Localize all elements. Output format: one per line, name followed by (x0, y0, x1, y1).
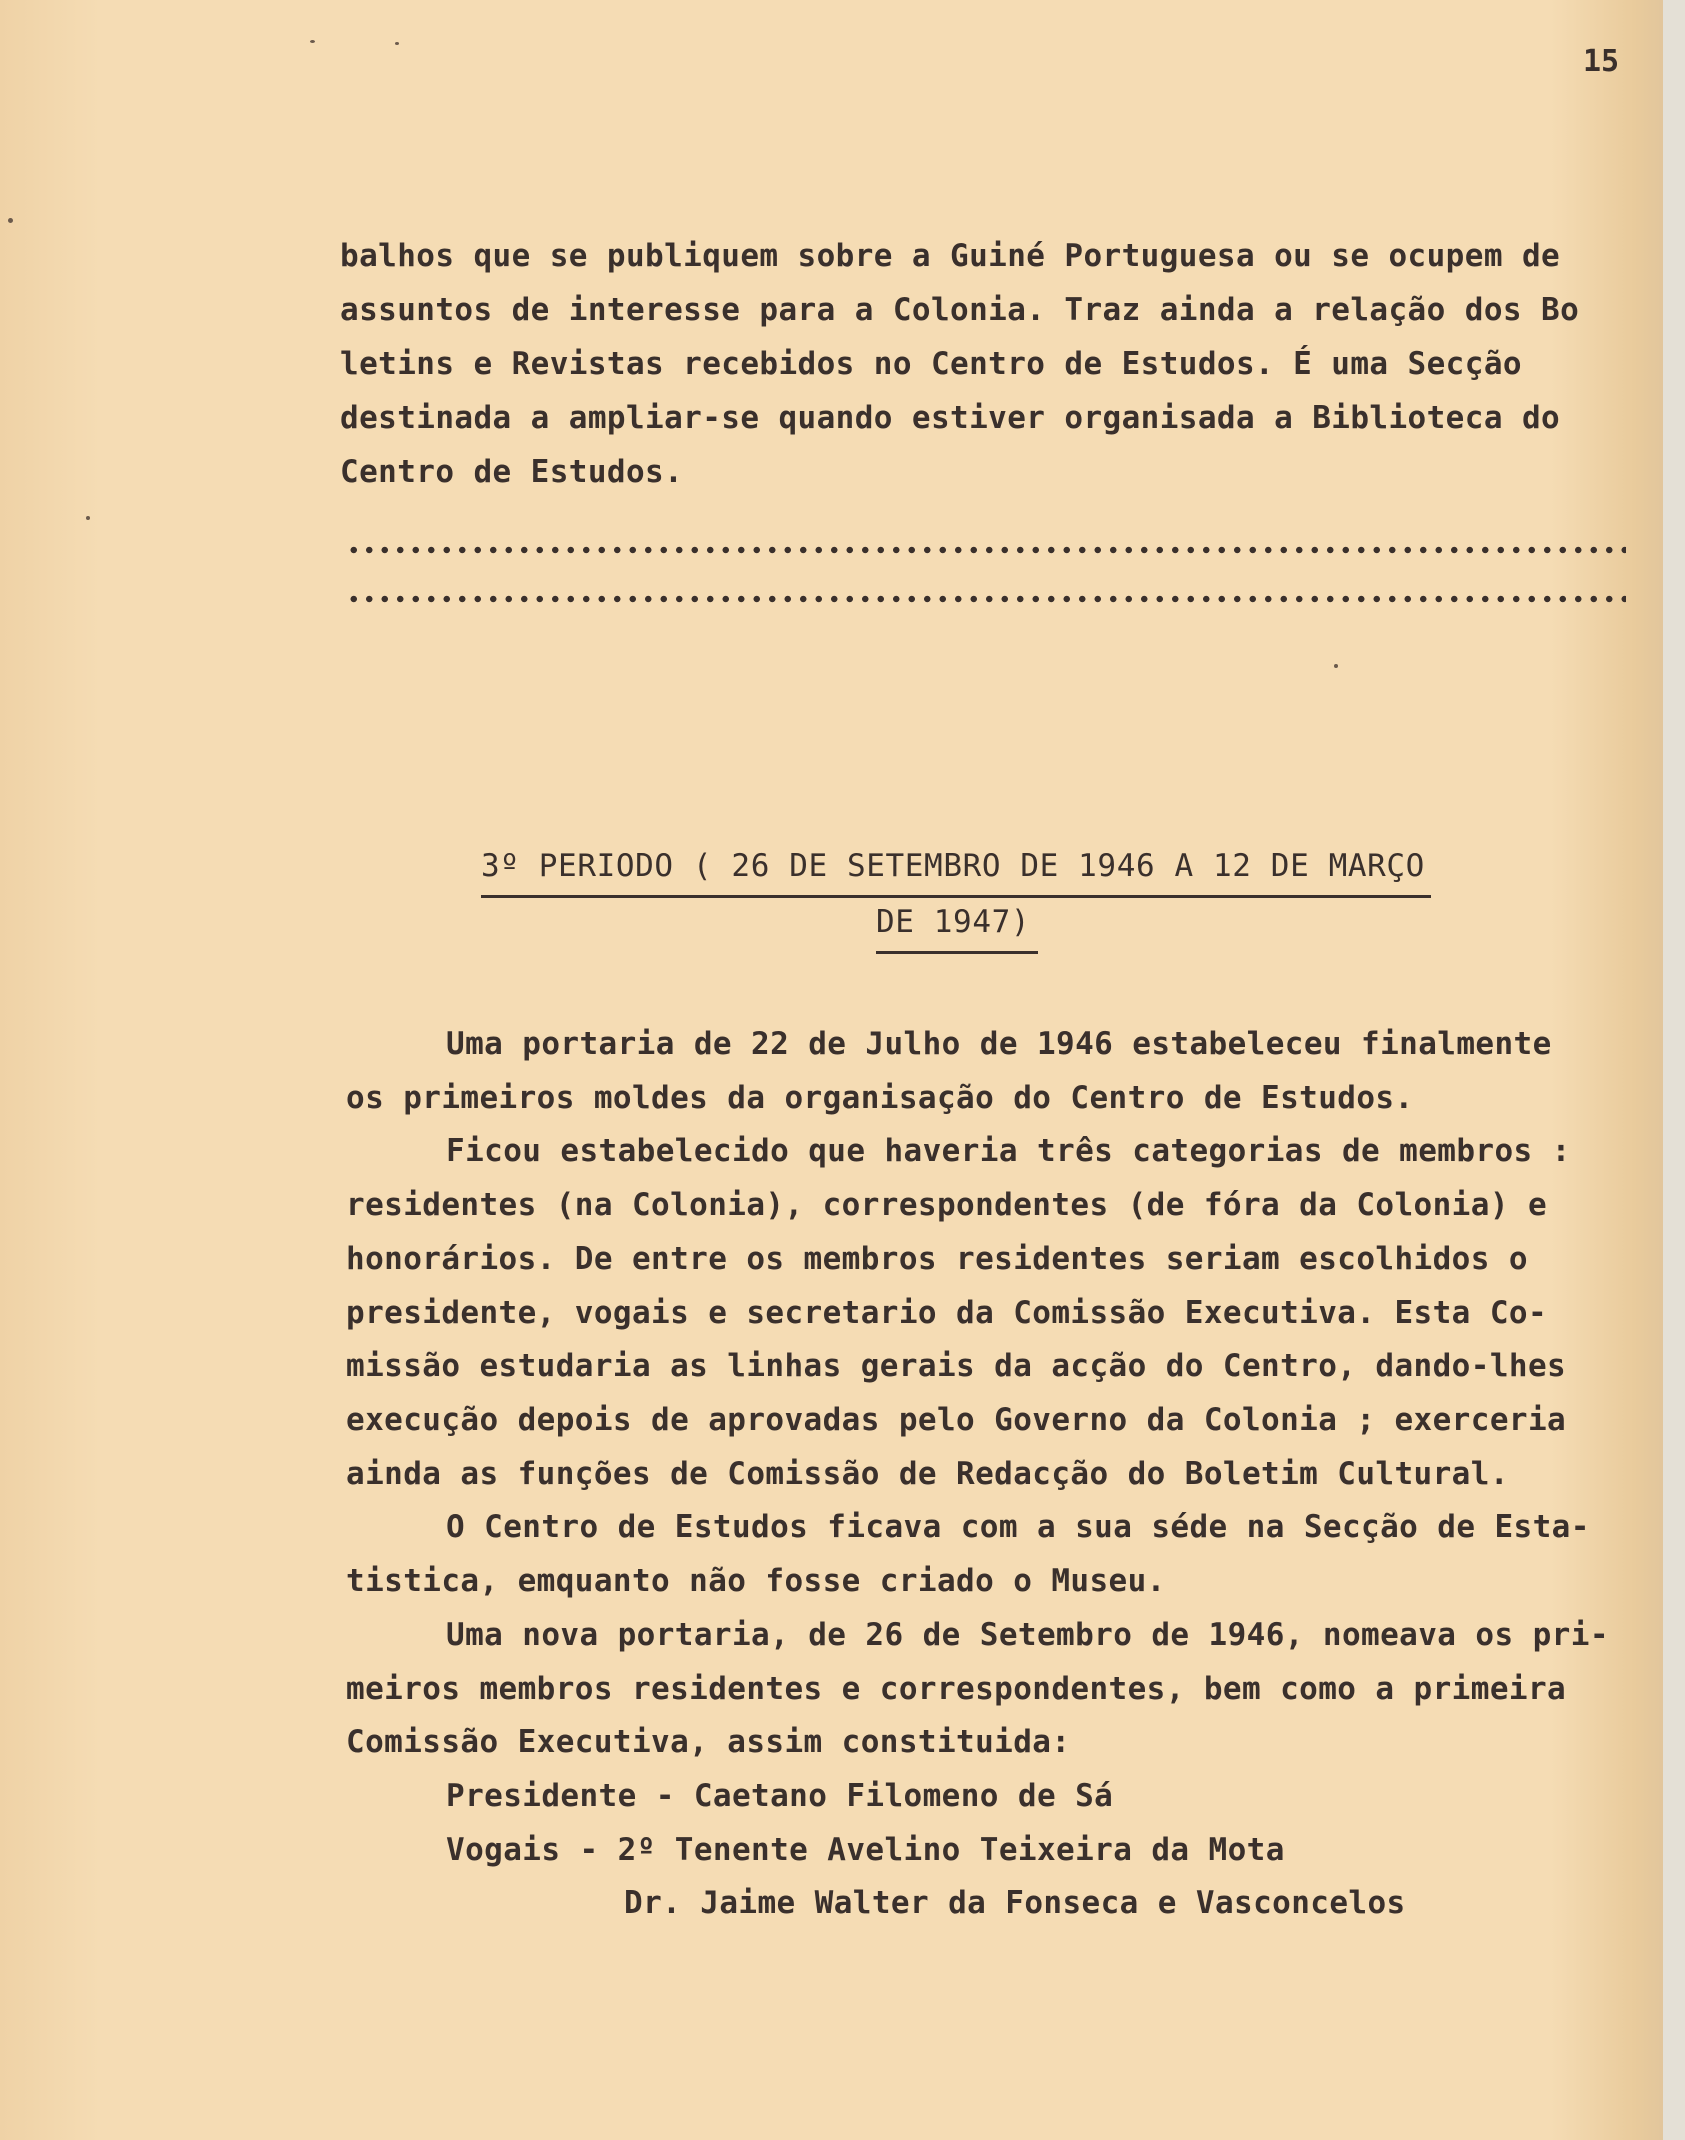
heading-underline-short (876, 951, 1038, 954)
paper-speck (310, 40, 315, 43)
paragraph-line: assuntos de interesse para a Colonia. Traz ainda a relação dos Bo (340, 292, 1580, 328)
body-line: os primeiros moldes da organisação do Centro de Estudos. (346, 1080, 1414, 1116)
body-line: O Centro de Estudos ficava com a sua séde na Secção de Esta- (446, 1509, 1590, 1545)
body-line: Presidente - Caetano Filomeno de Sá (446, 1778, 1114, 1814)
paragraph-line: destinada a ampliar-se quando estiver organisada a Biblioteca do (340, 400, 1561, 436)
body-line: ainda as funções de Comissão de Redacção do Boletim Cultural. (346, 1456, 1509, 1492)
heading-underline (481, 895, 1431, 898)
paragraph-line: balhos que se publiquem sobre a Guiné Portuguesa ou se ocupem de (340, 238, 1561, 274)
paragraph-line: Centro de Estudos. (340, 454, 684, 490)
section-heading-line-2: DE 1947) (876, 904, 1031, 940)
paragraph-line: letins e Revistas recebidos no Centro de Estudos. É uma Secção (340, 346, 1522, 382)
body-line: tistica, emquanto não fosse criado o Museu. (346, 1563, 1166, 1599)
body-line: execução depois de aprovadas pelo Governo da Colonia ; exerceria (346, 1402, 1567, 1438)
body-line: Dr. Jaime Walter da Fonseca e Vasconcelos (624, 1885, 1406, 1921)
paper-speck (1334, 664, 1338, 668)
body-line: Uma nova portaria, de 26 de Setembro de 1946, nomeava os pri- (446, 1617, 1609, 1653)
body-line: honorários. De entre os membros residentes seriam escolhidos o (346, 1241, 1528, 1277)
paper-speck (86, 516, 90, 520)
body-line: Vogais - 2º Tenente Avelino Teixeira da Mota (446, 1832, 1285, 1868)
body-line: presidente, vogais e secretario da Comissão Executiva. Esta Co- (346, 1295, 1548, 1331)
page-edge (1663, 0, 1685, 2140)
section-heading-line-1: 3º PERIODO ( 26 DE SETEMBRO DE 1946 A 12 DE MARÇO (481, 848, 1425, 884)
body-line: Comissão Executiva, assim constituida: (346, 1724, 1071, 1760)
body-line: meiros membros residentes e correspondentes, bem como a primeira (346, 1671, 1567, 1707)
page-number: 15 (1583, 44, 1620, 79)
paper-speck (8, 218, 13, 223)
dotted-separator (346, 546, 1626, 554)
body-line: residentes (na Colonia), correspondentes (de fóra da Colonia) e (346, 1187, 1548, 1223)
dotted-separator (346, 595, 1626, 603)
body-line: Ficou estabelecido que haveria três categorias de membros : (446, 1133, 1571, 1169)
paper-speck (395, 42, 399, 45)
body-line: missão estudaria as linhas gerais da acção do Centro, dando-lhes (346, 1348, 1567, 1384)
body-line: Uma portaria de 22 de Julho de 1946 estabeleceu finalmente (446, 1026, 1552, 1062)
